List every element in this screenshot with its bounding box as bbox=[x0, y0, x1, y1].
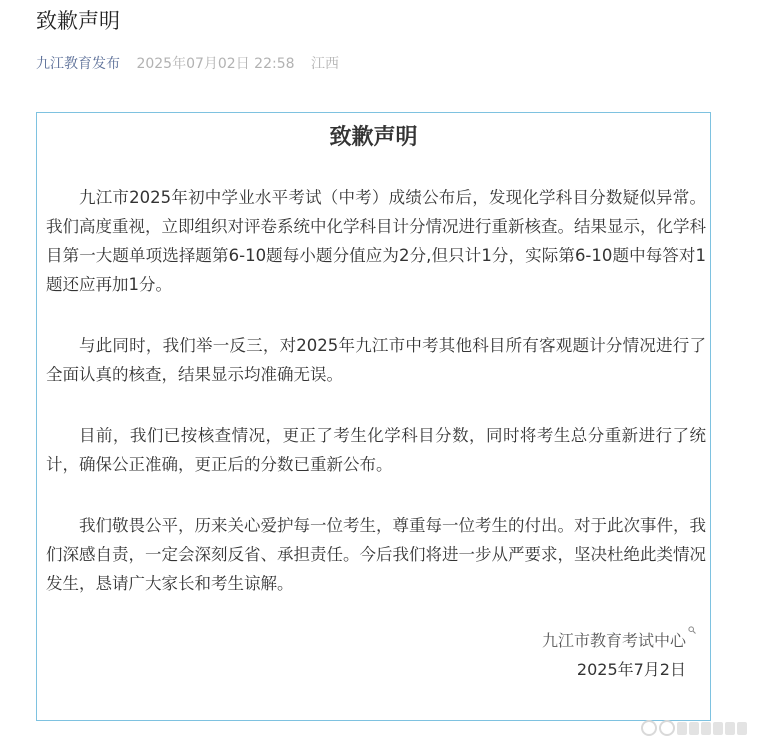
watermark-block-icon bbox=[737, 722, 747, 735]
watermark-block-icon bbox=[713, 722, 723, 735]
watermark-ring-icon bbox=[659, 720, 675, 736]
watermark-block-icon bbox=[689, 722, 699, 735]
publish-datetime: 2025年07月02日 22:58 bbox=[136, 56, 295, 72]
publish-location: 江西 bbox=[310, 56, 339, 72]
watermark-block-icon bbox=[725, 722, 735, 735]
notice-heading: 致歉声明 bbox=[329, 125, 418, 150]
watermark-ring-icon bbox=[641, 720, 657, 736]
signature-block bbox=[542, 626, 686, 684]
notice-body bbox=[46, 183, 706, 630]
signature-date: 2025年7月2日 bbox=[576, 660, 686, 679]
article-meta bbox=[36, 54, 736, 74]
watermark-logo bbox=[641, 716, 759, 740]
search-icon bbox=[688, 626, 696, 637]
notice-paragraph: 与此同时，我们举一反三，对2025年九江市中考其他科目所有客观题计分情况进行了全面认真的核查，结果显示均准确无误。 bbox=[46, 336, 706, 384]
notice-paragraph: 目前，我们已按核查情况，更正了考生化学科目分数，同时将考生总分重新进行了统计，确保公正准确，更正后的分数已重新公布。 bbox=[46, 426, 706, 474]
account-name-link[interactable]: 九江教育发布 bbox=[36, 56, 120, 72]
article-title: 致歉声明 bbox=[36, 9, 120, 33]
watermark-block-icon bbox=[677, 722, 687, 735]
signature-org: 九江市教育考试中心 bbox=[541, 631, 686, 650]
notice-paragraph: 我们敬畏公平，历来关心爱护每一位考生，尊重每一位考生的付出。对于此次事件，我们深感自责，一定会深刻反省、承担责任。今后我们将进一步从严要求，坚决杜绝此类情况发生，恳请广大家长和考生谅解。 bbox=[46, 516, 706, 593]
notice-paragraph: 九江市2025年初中学业水平考试（中考）成绩公布后，发现化学科目分数疑似异常。我们高度重视，立即组织对评卷系统中化学科目计分情况进行重新核查。结果显示，化学科目第一大题单项选择题第6-10题每小题分值应为2分,但只计1分，实际第6-10题中每答对1题还应再加1分。 bbox=[46, 188, 706, 294]
watermark-block-icon bbox=[701, 722, 711, 735]
article-header bbox=[36, 6, 736, 74]
notice-image-box bbox=[36, 112, 711, 721]
